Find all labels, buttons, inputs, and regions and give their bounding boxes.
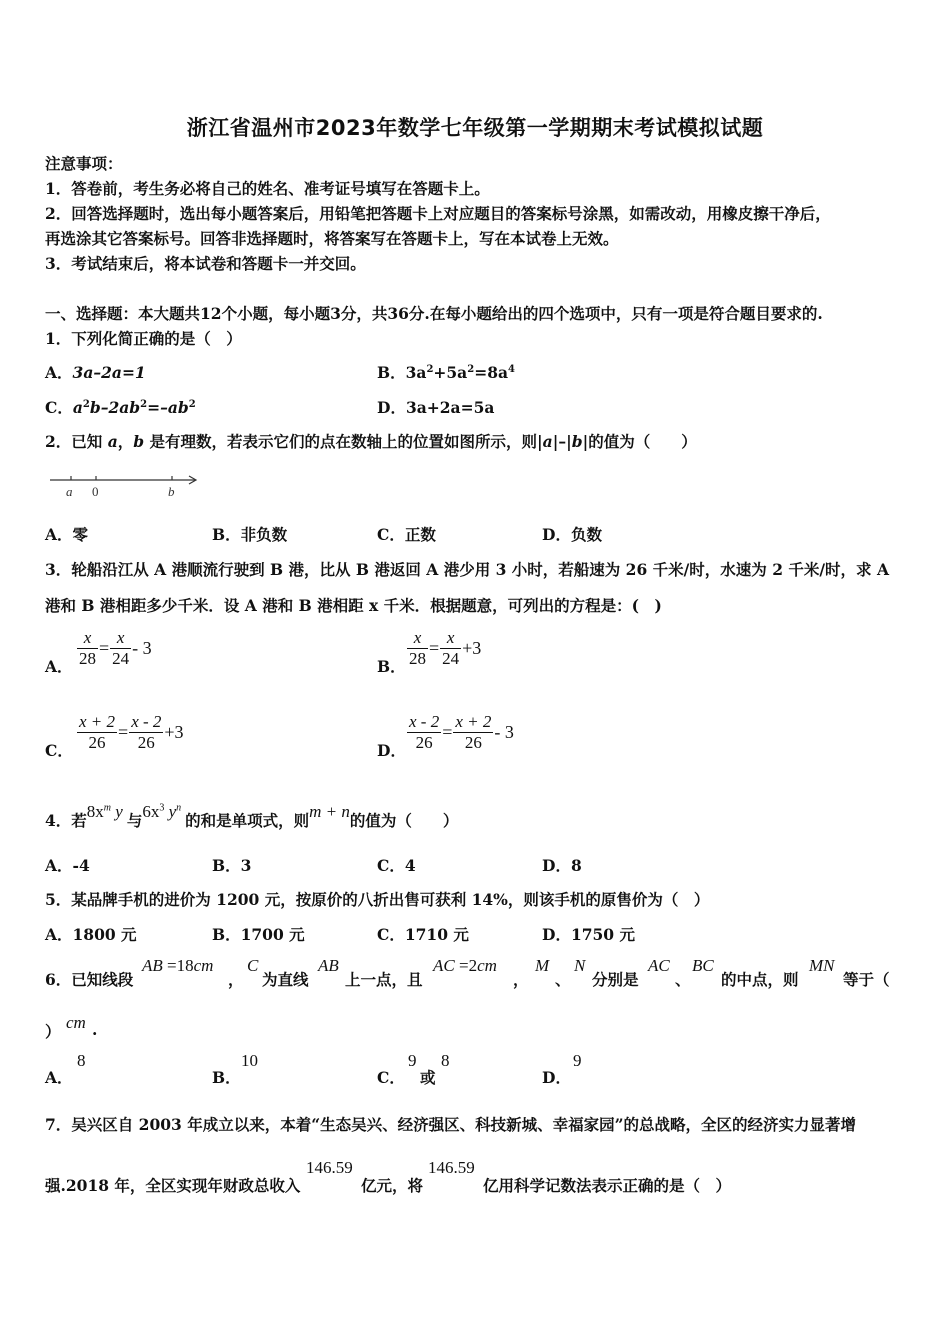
q3-d-frac2-num: x + 2 xyxy=(455,712,492,731)
q2-abs-mid: |–| xyxy=(552,432,572,451)
notice-item-1: 1．答卷前，考生务必将自己的姓名、准考证号填写在答题卡上。 xyxy=(45,179,490,198)
q3-option-d-equation xyxy=(406,712,514,753)
q3-stem-1: 3．轮船沿江从 A 港顺流行驶到 B 港，比从 B 港返回 A 港少用 3 小时，若船速为 26 千米/时，水速为 2 千米/时，求 A xyxy=(45,560,889,579)
q2-var-b: b xyxy=(133,432,145,451)
q6-eq1: =18 xyxy=(162,956,194,975)
q3-option-c-label: C． xyxy=(45,741,73,760)
q4-m2-y: y xyxy=(164,802,177,821)
q3-option-d-label: D． xyxy=(377,741,406,760)
number-line-figure xyxy=(45,468,205,504)
q1-b-exp1: 2 xyxy=(426,363,434,375)
q4-m1-exp: m xyxy=(103,802,112,814)
q6-point-n: N xyxy=(574,956,586,975)
q4-stem xyxy=(45,800,459,830)
axis-label-0: 0 xyxy=(92,484,99,499)
q4-option-d: D．8 xyxy=(542,856,582,875)
q1-option-a-label: A． xyxy=(45,363,73,382)
q3-option-b-label: B． xyxy=(377,657,406,676)
q6-sep2: ， xyxy=(513,970,529,989)
q4-m2-base: 6x xyxy=(142,802,160,821)
q7-stem-1: 7．吴兴区自 2003 年成立以来，本着“生态吴兴、经济强区、科技新城、幸福家园”的总战略，全区的经济实力显著增 xyxy=(45,1115,857,1134)
q4-m-plus-n: m + n xyxy=(309,802,350,821)
q6-option-b-label: B． xyxy=(212,1068,241,1087)
q3-b-frac1-den: 28 xyxy=(409,649,426,668)
q3-c-frac2 xyxy=(129,712,163,753)
q6-eq2: =2 xyxy=(454,956,478,975)
q1-option-d xyxy=(377,396,494,418)
q6-option-b: 10 xyxy=(241,1051,258,1070)
q5-option-c: C．1710 元 xyxy=(377,925,469,944)
q3-b-frac2 xyxy=(440,628,461,669)
q1-c-part2: b–2ab xyxy=(89,398,141,417)
q7-stem-4: 亿用科学记数法表示正确的是（ ） xyxy=(483,1176,732,1195)
q2-var-a: a xyxy=(107,432,118,451)
q6-sep1: ， xyxy=(228,970,244,989)
q2-abs-b: b xyxy=(571,432,583,451)
q1-c-part1: a xyxy=(72,398,83,417)
q4-m1-base: 8x xyxy=(86,802,104,821)
q2-option-c: C．正数 xyxy=(377,525,436,544)
q3-c-frac2-den: 26 xyxy=(137,733,155,752)
q4-option-b: B．3 xyxy=(212,856,252,875)
q1-b-exp2: 2 xyxy=(467,363,475,375)
q1-option-b xyxy=(377,361,515,383)
q6-ab: AB xyxy=(142,956,163,975)
q6-ab-length xyxy=(142,956,213,976)
q6-cm3: cm xyxy=(66,1013,86,1032)
q6-cm1: cm xyxy=(193,956,214,975)
q3-b-frac1 xyxy=(407,628,428,669)
q1-stem: 1．下列化简正确的是（ ） xyxy=(45,329,242,348)
q1-option-a-text: 3a–2a=1 xyxy=(72,363,146,382)
q6-stem-4: 分别是 xyxy=(592,970,639,989)
notice-item-3: 3．考试结束后，将本试卷和答题卡一并交回。 xyxy=(45,254,366,273)
q6-stem-1: 6．已知线段 xyxy=(45,970,134,989)
q3-option-c-equation xyxy=(76,712,184,753)
q2-option-a: A．零 xyxy=(45,525,89,544)
q4-monomial-1 xyxy=(87,802,123,821)
q3-c-tail: +3 xyxy=(164,722,184,742)
q6-option-c-1: 9 xyxy=(408,1051,417,1070)
q3-b-tail: +3 xyxy=(462,638,482,658)
q3-d-frac2 xyxy=(453,712,493,753)
q1-c-exp2: 2 xyxy=(140,398,148,410)
q3-b-frac2-den: 24 xyxy=(442,649,460,668)
q2-option-b: B．非负数 xyxy=(212,525,288,544)
q3-c-frac2-num: x - 2 xyxy=(131,712,162,731)
q7-stem-3: 亿元，将 xyxy=(361,1176,424,1195)
q4-monomial-2 xyxy=(142,802,181,821)
section-heading: 一、选择题：本大题共12个小题，每小题3分，共36分.在每小题给出的四个选项中，只有一项是符合题目要求的. xyxy=(45,304,823,323)
q6-option-c-or: 或 xyxy=(420,1068,436,1087)
notice-heading: 注意事项： xyxy=(45,154,123,173)
q6-stem-3: 上一点，且 xyxy=(345,970,423,989)
q3-option-a-label: A． xyxy=(45,657,73,676)
q2-stem-part3: |的值为（ ） xyxy=(582,432,697,451)
q1-b-part2: +5a xyxy=(433,363,468,382)
q6-stem-7: ） xyxy=(45,1022,61,1041)
q1-b-part1: 3a xyxy=(405,363,427,382)
q6-ab2: AB xyxy=(318,956,339,975)
q3-a-frac1-den: 28 xyxy=(79,649,96,668)
q3-b-eq: = xyxy=(429,638,440,658)
q2-option-d: D．负数 xyxy=(542,525,602,544)
q3-a-tail: - 3 xyxy=(132,638,152,658)
q1-option-d-text: 3a+2a=5a xyxy=(405,398,495,417)
notice-item-2-cont: 再选涂其它答案标号。回答非选择题时，将答案写在答题卡上，写在本试卷上无效。 xyxy=(45,229,619,248)
q3-stem-2: 港和 B 港相距多少千米．设 A 港和 B 港相距 x 千米．根据题意，可列出的方程是：( ) xyxy=(45,596,662,615)
q4-option-a: A．-4 xyxy=(45,856,90,875)
q3-a-frac2-num: x xyxy=(110,628,131,649)
q2-stem-part2: 是有理数，若表示它们的点在数轴上的位置如图所示，则| xyxy=(144,432,543,451)
q6-cm2: cm xyxy=(477,956,497,975)
q3-d-tail: - 3 xyxy=(494,722,514,742)
q4-m2-exp2: n xyxy=(176,802,182,814)
q5-option-a: A．1800 元 xyxy=(45,925,137,944)
q4-stem-part2: 与 xyxy=(126,811,143,830)
q5-stem: 5．某品牌手机的进价为 1200 元，按原价的八折出售可获利 14%，则该手机的原售价为（ ） xyxy=(45,890,710,909)
q6-stem-6: 等于（ xyxy=(843,970,890,989)
q1-b-part3: =8a xyxy=(474,363,509,382)
q6-point-c: C xyxy=(247,956,259,975)
q1-option-b-label: B． xyxy=(377,363,406,382)
q3-a-frac1-num: x xyxy=(77,628,98,649)
q3-d-frac1-num: x - 2 xyxy=(409,712,440,731)
q2-stem xyxy=(45,430,697,452)
q3-b-frac2-num: x xyxy=(440,628,461,649)
q3-d-frac1-den: 26 xyxy=(415,733,433,752)
q6-point-m: M xyxy=(535,956,550,975)
q6-stem-2: 为直线 xyxy=(262,970,309,989)
q6-mn: MN xyxy=(809,956,835,975)
q1-option-d-label: D． xyxy=(377,398,406,417)
q6-ac: AC xyxy=(433,956,455,975)
q3-d-eq: = xyxy=(442,722,453,742)
q6-option-a-label: A． xyxy=(45,1068,73,1087)
q4-m1-y: y xyxy=(111,802,123,821)
q6-sep4: 、 xyxy=(675,970,691,989)
q4-stem-part1: 4．若 xyxy=(45,811,87,830)
q4-option-c: C．4 xyxy=(377,856,416,875)
q6-stem-5: 的中点，则 xyxy=(721,970,799,989)
q2-stem-part1: 2．已知 xyxy=(45,432,108,451)
q1-option-c-label: C． xyxy=(45,398,73,417)
axis-label-a: a xyxy=(66,484,73,499)
q3-a-frac2-den: 24 xyxy=(112,649,130,668)
page-title: 浙江省温州市2023年数学七年级第一学期期末考试模拟试题 xyxy=(186,116,764,140)
q3-option-a-equation xyxy=(76,628,152,669)
q4-m2-exp: 3 xyxy=(159,802,165,814)
q3-d-frac1 xyxy=(407,712,441,753)
q7-value-2: 146.59 xyxy=(428,1158,475,1177)
q1-c-part3: =–ab xyxy=(147,398,189,417)
q2-abs-a: a xyxy=(542,432,553,451)
q3-b-frac1-num: x xyxy=(407,628,428,649)
q1-b-exp3: 4 xyxy=(508,363,515,375)
q6-bc: BC xyxy=(692,956,714,975)
q3-c-eq: = xyxy=(118,722,129,742)
q3-a-frac2 xyxy=(110,628,131,669)
q3-c-frac1-den: 26 xyxy=(88,733,106,752)
q7-value-1: 146.59 xyxy=(306,1158,353,1177)
q6-ac-length xyxy=(433,956,497,976)
q3-c-frac1 xyxy=(77,712,117,753)
q6-option-c-label: C． xyxy=(377,1068,405,1087)
q3-a-frac1 xyxy=(77,628,98,669)
q1-c-exp3: 2 xyxy=(188,398,196,410)
axis-label-b: b xyxy=(168,484,175,499)
q4-stem-part3: 的和是单项式，则 xyxy=(185,811,310,830)
q6-option-c-2: 8 xyxy=(441,1051,450,1070)
q3-a-eq: = xyxy=(99,638,110,658)
q6-option-d: 9 xyxy=(573,1051,582,1070)
q4-stem-part4: 的值为（ ） xyxy=(349,811,459,830)
q5-option-b: B．1700 元 xyxy=(212,925,305,944)
q5-option-d: D．1750 元 xyxy=(542,925,635,944)
q3-d-frac2-den: 26 xyxy=(464,733,482,752)
q7-stem-2: 强.2018 年，全区实现年财政总收入 xyxy=(45,1176,301,1195)
q1-option-c xyxy=(45,396,196,418)
q2-comma: ， xyxy=(117,432,134,451)
q3-c-frac1-num: x + 2 xyxy=(79,712,116,731)
notice-item-2: 2．回答选择题时，选出每小题答案后，用铅笔把答题卡上对应题目的答案标号涂黑，如需改动，用橡皮擦干净后， xyxy=(45,204,831,223)
q6-option-d-label: D． xyxy=(542,1068,571,1087)
q1-c-exp1: 2 xyxy=(82,398,90,410)
q6-stem-8: . xyxy=(92,1020,98,1039)
q1-option-a xyxy=(45,361,146,383)
q6-option-a: 8 xyxy=(77,1051,86,1070)
q6-sep3: 、 xyxy=(555,970,571,989)
q3-option-b-equation xyxy=(406,628,481,669)
q6-ac2: AC xyxy=(648,956,670,975)
